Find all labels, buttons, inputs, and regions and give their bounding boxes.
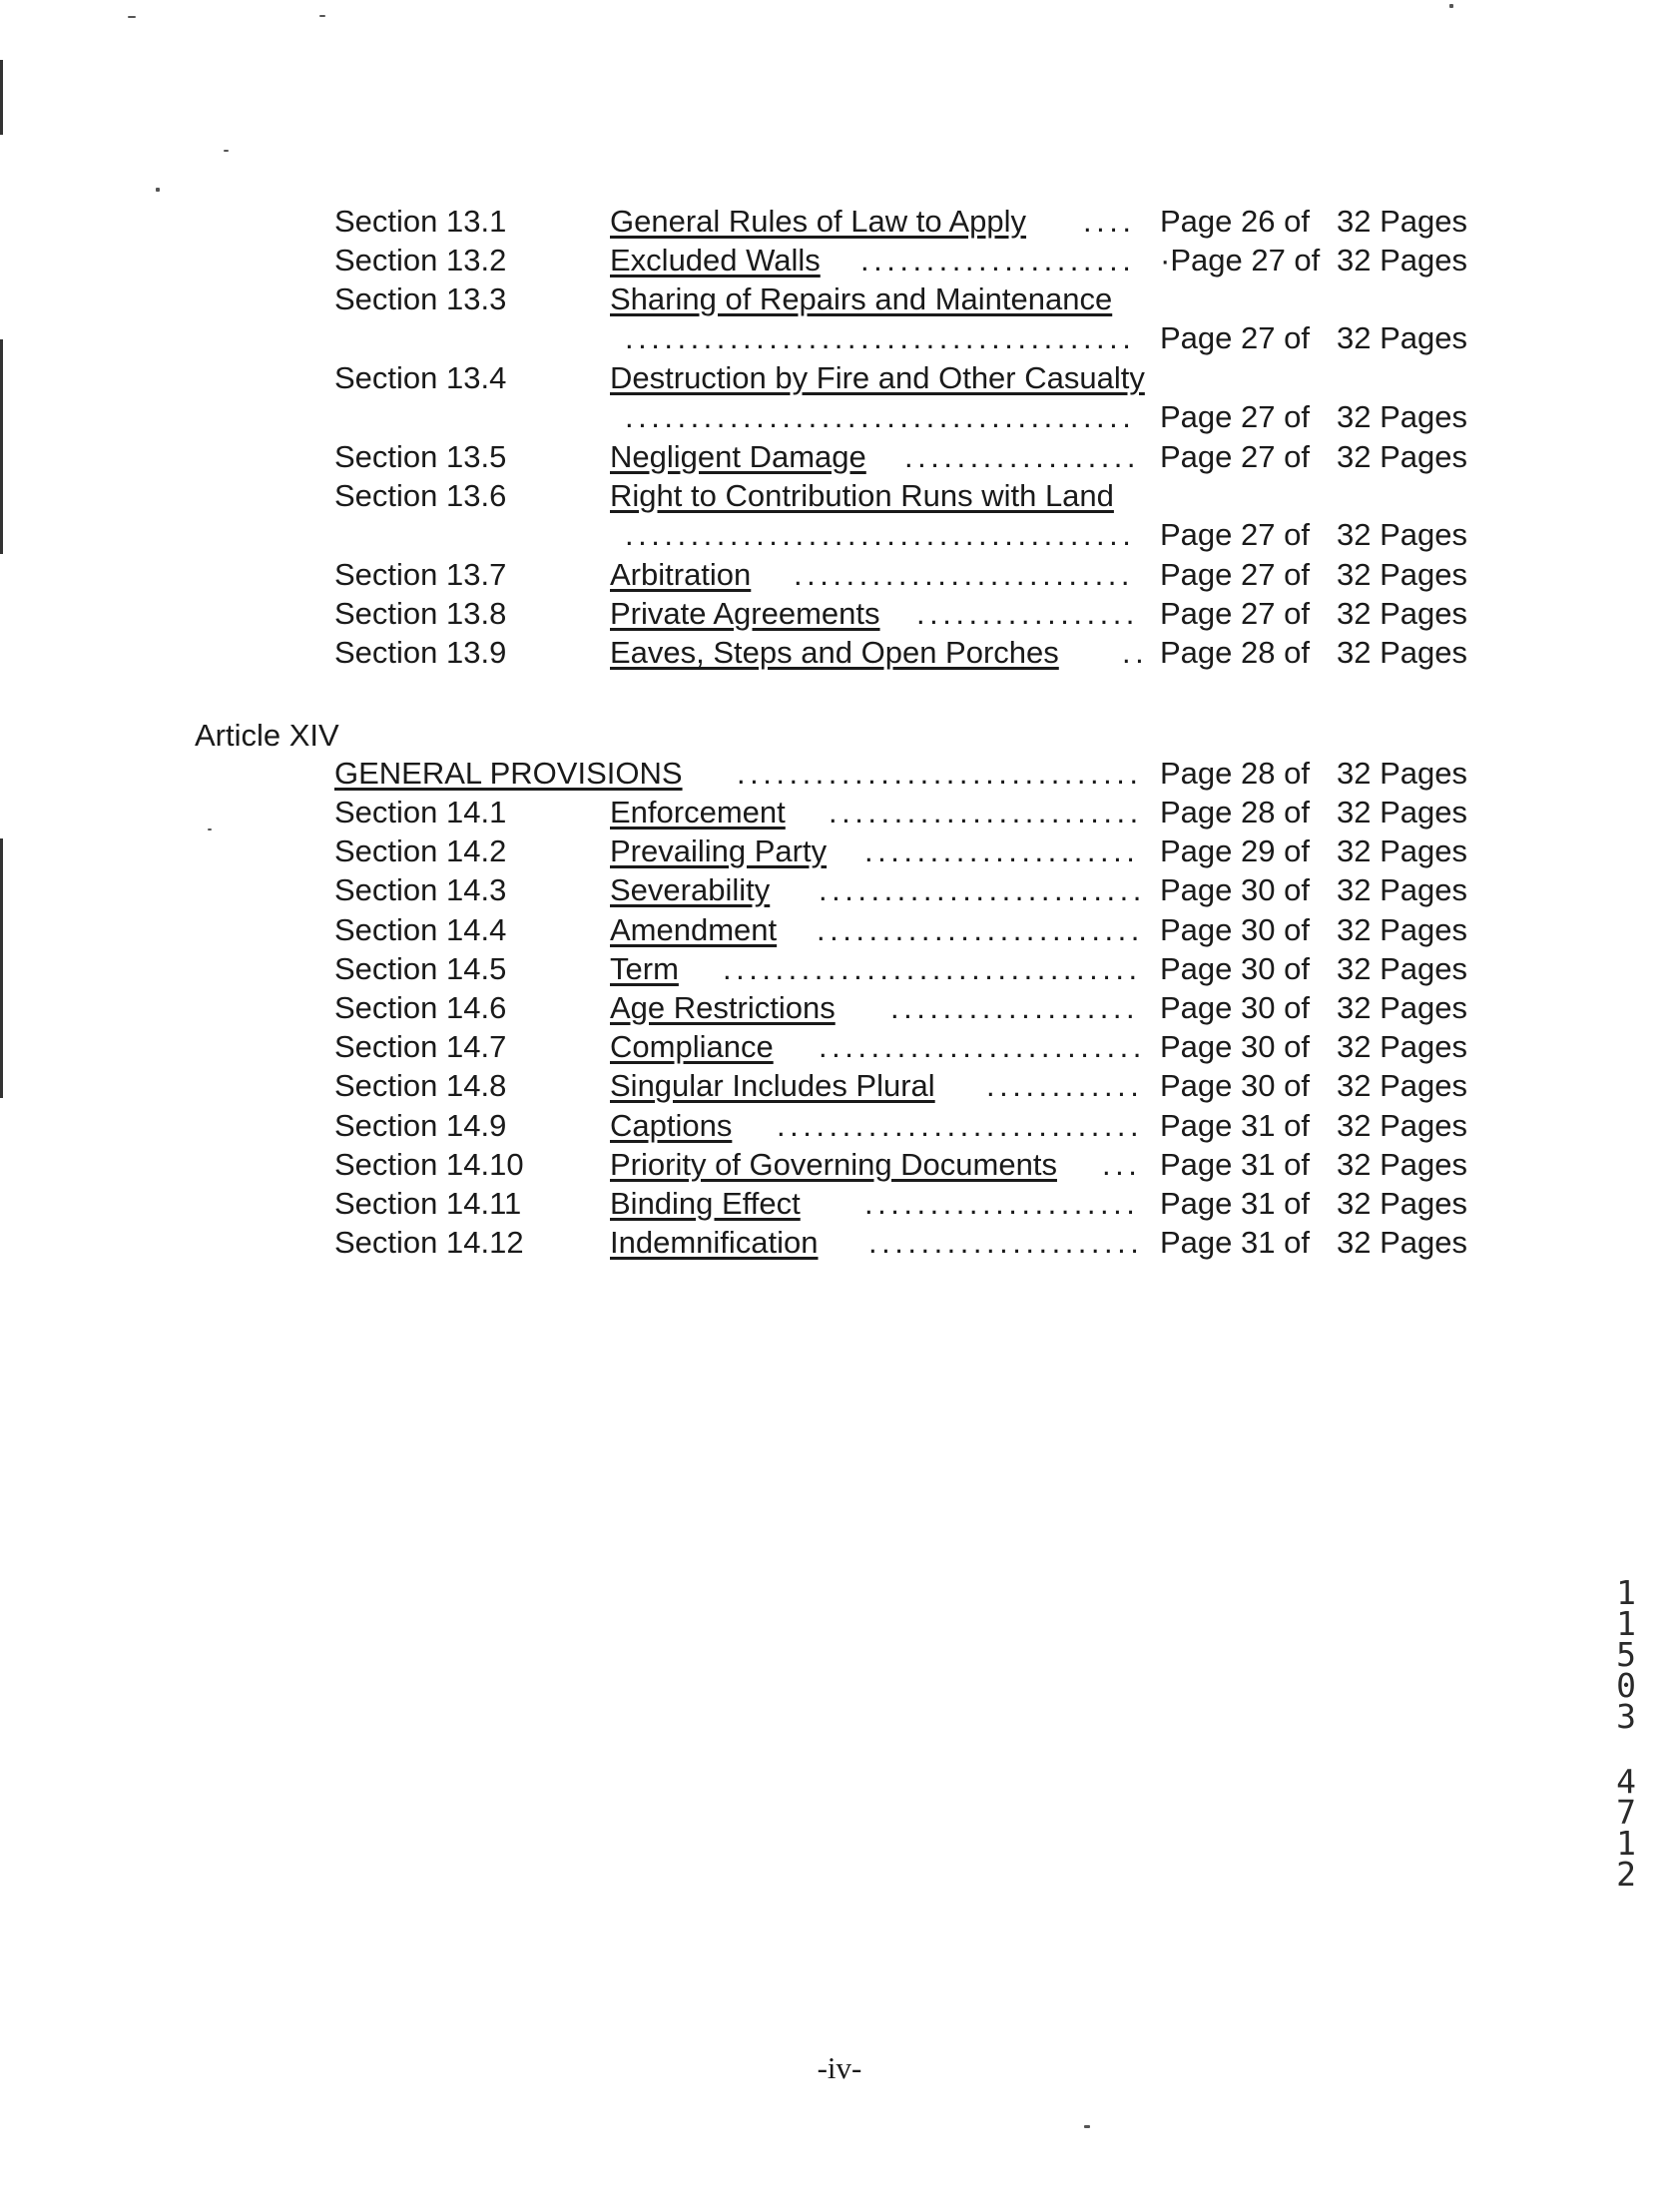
section-title[interactable]: Excluded Walls: [610, 243, 821, 277]
toc-entry: [0, 870, 1679, 910]
dot-leader: .................: [916, 596, 1139, 631]
section-title[interactable]: Indemnification: [610, 1225, 819, 1261]
page-total: 32 Pages: [1337, 1107, 1467, 1143]
toc-entry: [0, 831, 1679, 871]
scan-speck: [128, 16, 136, 18]
section-title[interactable]: Captions: [610, 1107, 733, 1143]
toc-entry: [0, 1027, 1679, 1067]
dot-leader: .....................: [864, 833, 1140, 869]
section-number: Section 14.2: [334, 833, 507, 869]
toc-entry: [0, 358, 1679, 398]
page-reference: Page 30 of: [1160, 990, 1310, 1025]
page-reference: Page 27 of: [1160, 557, 1310, 592]
page-reference: Page 31 of: [1160, 1146, 1310, 1182]
article-label: Article XIV: [195, 718, 339, 753]
section-number: Section 13.5: [334, 439, 507, 474]
section-title[interactable]: General Rules of Law to Apply: [610, 204, 1027, 239]
section-title[interactable]: Prevailing Party: [610, 833, 828, 869]
toc-entry: [0, 1145, 1679, 1185]
dot-leader: .......................................: [625, 320, 1136, 355]
section-number: Section 13.7: [334, 557, 507, 592]
toc-entry: [0, 949, 1679, 989]
scan-edge-line: [0, 60, 3, 135]
section-number: Section 13.1: [334, 204, 507, 239]
page-total: 32 Pages: [1337, 439, 1467, 474]
section-number: Section 14.3: [334, 872, 507, 908]
page-total: 32 Pages: [1337, 872, 1467, 908]
dot-leader: ............................: [777, 1107, 1144, 1143]
page-total: 32 Pages: [1337, 1029, 1467, 1065]
section-title[interactable]: Age Restrictions: [610, 990, 836, 1025]
page-total: 32 Pages: [1337, 1146, 1467, 1182]
stamp-digit: 2: [1616, 1855, 1636, 1894]
toc-entry: [0, 279, 1679, 319]
toc-entry: [0, 1106, 1679, 1146]
page-total: 32 Pages: [1337, 911, 1467, 947]
section-number: Section 13.6: [334, 478, 507, 513]
dot-leader: ........................: [829, 795, 1143, 830]
dot-leader: ..................: [904, 439, 1141, 474]
section-title[interactable]: Destruction by Fire and Other Casualty: [610, 360, 1145, 395]
page-total: 32 Pages: [1337, 990, 1467, 1025]
page-reference: Page 31 of: [1160, 1186, 1310, 1221]
section-title[interactable]: Enforcement: [610, 795, 786, 830]
section-number: Section 14.6: [334, 990, 507, 1025]
toc-entry: [0, 437, 1679, 477]
dot-leader: .....................: [860, 243, 1136, 277]
stamp-gap: [1611, 1732, 1641, 1766]
article-heading-row: [0, 754, 1679, 794]
page-total: 32 Pages: [1337, 1225, 1467, 1261]
section-title[interactable]: Priority of Governing Documents: [610, 1146, 1057, 1182]
toc-entry: [0, 202, 1679, 242]
toc-entry: [0, 241, 1679, 280]
dot-leader: ...............................: [737, 756, 1143, 791]
section-number: Section 14.8: [334, 1068, 507, 1104]
section-title[interactable]: Eaves, Steps and Open Porches: [610, 635, 1059, 670]
page-reference: Page 30 of: [1160, 911, 1310, 947]
page-total: 32 Pages: [1337, 1068, 1467, 1104]
dot-leader: ....: [1083, 204, 1136, 239]
page-total: 32 Pages: [1337, 795, 1467, 830]
section-number: Section 13.4: [334, 360, 507, 395]
section-number: Section 14.7: [334, 1029, 507, 1065]
page-total: 32 Pages: [1337, 950, 1467, 986]
section-title[interactable]: Amendment: [610, 911, 778, 947]
toc-entry-continuation: [0, 397, 1679, 437]
page-reference: Page 29 of: [1160, 833, 1310, 869]
scan-speck: [224, 150, 229, 152]
document-stamp-number: [1611, 1573, 1641, 1894]
section-number: Section 14.12: [334, 1225, 524, 1261]
page-total: 32 Pages: [1337, 596, 1467, 631]
toc-entry: [0, 1066, 1679, 1106]
toc-entry: [0, 476, 1679, 516]
page-reference: Page 31 of: [1160, 1107, 1310, 1143]
section-title[interactable]: Compliance: [610, 1029, 774, 1065]
page-reference: Page 27 of: [1160, 517, 1310, 552]
section-title[interactable]: Singular Includes Plural: [610, 1068, 935, 1104]
dot-leader: ................................: [723, 950, 1142, 986]
toc-entry: [0, 988, 1679, 1028]
page-reference: Page 26 of: [1160, 204, 1310, 239]
page-reference: Page 27 of: [1160, 399, 1310, 434]
section-number: Section 13.2: [334, 243, 507, 277]
toc-entry: [0, 594, 1679, 634]
section-title[interactable]: Binding Effect: [610, 1186, 801, 1221]
section-title[interactable]: Private Agreements: [610, 596, 880, 631]
section-title[interactable]: Severability: [610, 872, 771, 908]
toc-entry: [0, 793, 1679, 832]
section-title[interactable]: Arbitration: [610, 557, 752, 592]
dot-leader: .......................................: [625, 517, 1136, 552]
page-total: 32 Pages: [1337, 635, 1467, 670]
page-reference: Page 27 of: [1160, 439, 1310, 474]
page-reference: Page 30 of: [1160, 872, 1310, 908]
stamp-digit: 1: [1616, 1573, 1636, 1612]
page-reference: Page 28 of: [1160, 635, 1310, 670]
stamp-digit: 1: [1616, 1604, 1636, 1643]
page-reference: Page 30 of: [1160, 1068, 1310, 1104]
page-reference: Page 31 of: [1160, 1225, 1310, 1261]
scan-speck: [1084, 2125, 1090, 2128]
page-reference: Page 28 of: [1160, 756, 1310, 791]
page-reference: Page 27 of: [1160, 320, 1310, 355]
stamp-digit: 7: [1616, 1793, 1636, 1832]
dot-leader: ..........................: [794, 557, 1134, 592]
toc-entry: [0, 555, 1679, 595]
toc-entry: [0, 910, 1679, 950]
page-total: 32 Pages: [1337, 1186, 1467, 1221]
section-number: Section 14.1: [334, 795, 507, 830]
section-title[interactable]: Right to Contribution Runs with Land: [610, 478, 1114, 513]
stamp-digit: 5: [1616, 1635, 1636, 1674]
section-number: Section 14.10: [334, 1146, 524, 1182]
page-total: 32 Pages: [1337, 320, 1467, 355]
section-number: Section 14.11: [334, 1186, 522, 1221]
page-reference: Page 30 of: [1160, 1029, 1310, 1065]
section-number: Section 13.3: [334, 281, 507, 316]
toc-entry: [0, 1184, 1679, 1224]
stamp-digit: 4: [1616, 1762, 1636, 1801]
dot-leader: .........................: [819, 1029, 1146, 1065]
toc-entry: [0, 1223, 1679, 1263]
dot-leader: ...: [1102, 1146, 1142, 1182]
stamp-digit: 1: [1616, 1824, 1636, 1863]
page-total: 32 Pages: [1337, 243, 1467, 277]
section-number: Section 14.9: [334, 1107, 507, 1143]
stamp-digit: 0: [1616, 1666, 1636, 1705]
scan-speck: [156, 188, 160, 192]
dot-leader: .........................: [817, 911, 1144, 947]
scan-speck: [319, 15, 325, 17]
toc-entry-continuation: [0, 318, 1679, 358]
toc-entry-continuation: [0, 515, 1679, 555]
dot-leader: ..: [1122, 635, 1149, 670]
section-number: Section 13.9: [334, 635, 507, 670]
page-reference: ·Page 27 of: [1160, 243, 1321, 277]
section-title[interactable]: Negligent Damage: [610, 439, 866, 474]
page-total: 32 Pages: [1337, 756, 1467, 791]
dot-leader: .......................................: [625, 399, 1136, 434]
section-title[interactable]: Term: [610, 950, 679, 986]
dot-leader: ............: [986, 1068, 1144, 1104]
dot-leader: .....................: [864, 1186, 1140, 1221]
section-title[interactable]: GENERAL PROVISIONS: [334, 756, 683, 791]
section-number: Section 14.4: [334, 911, 507, 947]
dot-leader: .........................: [819, 872, 1146, 908]
dot-leader: .....................: [868, 1225, 1144, 1261]
section-number: Section 14.5: [334, 950, 507, 986]
page-total: 32 Pages: [1337, 557, 1467, 592]
stamp-digit: 3: [1616, 1697, 1636, 1736]
page-total: 32 Pages: [1337, 517, 1467, 552]
page-reference: Page 30 of: [1160, 950, 1310, 986]
page-total: 32 Pages: [1337, 399, 1467, 434]
scan-speck: [1449, 4, 1453, 8]
section-number: Section 13.8: [334, 596, 507, 631]
page-total: 32 Pages: [1337, 833, 1467, 869]
page-folio: -iv-: [817, 2050, 862, 2085]
section-title[interactable]: Sharing of Repairs and Maintenance: [610, 281, 1113, 316]
page-reference: Page 28 of: [1160, 795, 1310, 830]
page-total: 32 Pages: [1337, 204, 1467, 239]
page-reference: Page 27 of: [1160, 596, 1310, 631]
dot-leader: ...................: [890, 990, 1140, 1025]
toc-entry: [0, 633, 1679, 673]
